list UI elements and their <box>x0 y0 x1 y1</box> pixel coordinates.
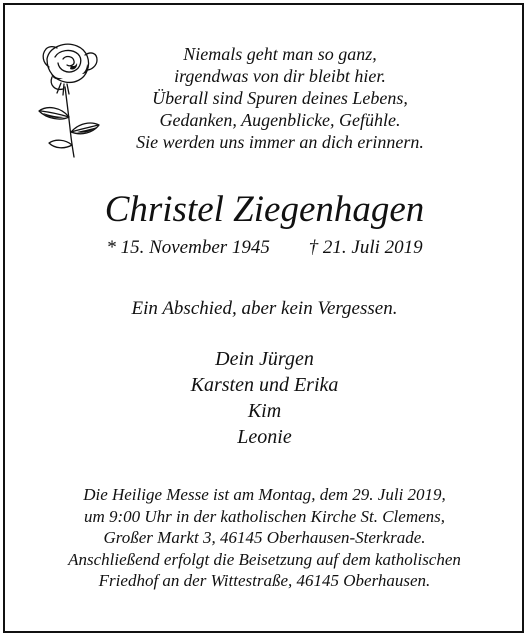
mourner-name: Leonie <box>237 426 292 448</box>
mourners-list <box>0 346 529 450</box>
notice-line: Die Heilige Messe ist am Montag, dem 29. Juli 2019, <box>83 485 446 504</box>
notice-line: Anschließend erfolgt die Beisetzung auf dem katholischen <box>68 549 461 569</box>
poem-line: Gedanken, Augenblicke, Gefühle. <box>159 110 401 130</box>
poem-line: Überall sind Spuren deines Lebens, <box>152 88 408 108</box>
poem <box>115 43 445 153</box>
life-dates <box>0 236 529 260</box>
poem-line: Sie werden uns immer an dich erinnern. <box>136 132 424 152</box>
poem-line: irgendwas von dir bleibt hier. <box>174 66 386 86</box>
deceased-name: Christel Ziegenhagen <box>104 189 425 230</box>
rose-icon <box>27 37 117 159</box>
poem-line: Niemals geht man so ganz, <box>183 44 377 64</box>
notice-line: Großer Markt 3, 46145 Oberhausen-Sterkrade. <box>103 528 426 547</box>
birth-date: * 15. November 1945 <box>106 237 270 258</box>
notice-line: um 9:00 Uhr in der katholischen Kirche St. Clemens, <box>83 506 446 526</box>
motto: Ein Abschied, aber kein Vergessen. <box>131 298 398 319</box>
mourner-name: Karsten und Erika <box>190 374 339 396</box>
mourner-name: Kim <box>247 400 282 422</box>
death-date: † 21. Juli 2019 <box>308 237 423 258</box>
notice-line: Friedhof an der Wittestraße, 46145 Oberhausen. <box>98 571 431 590</box>
mourner-name: Dein Jürgen <box>215 348 314 370</box>
service-notice <box>0 484 529 592</box>
